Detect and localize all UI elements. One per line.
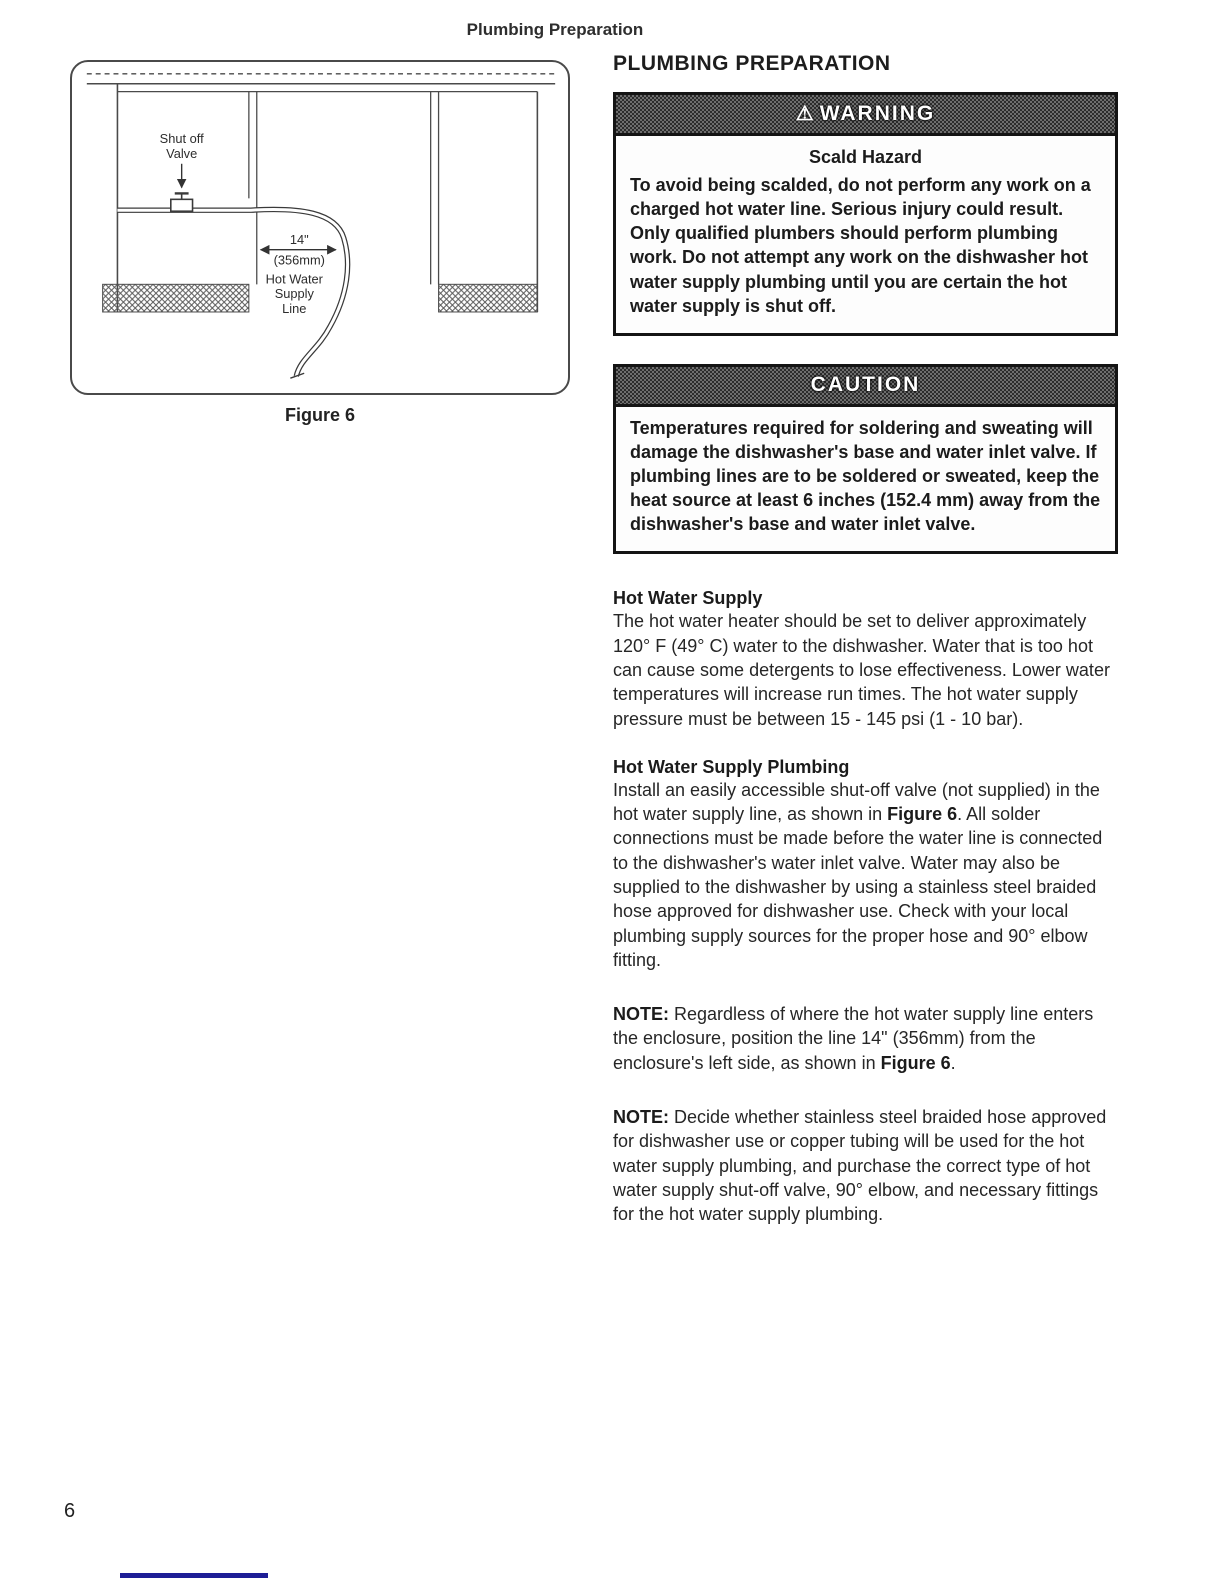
figure-label-dimension-inches: 14" xyxy=(289,231,309,247)
page-title: PLUMBING PREPARATION xyxy=(613,52,891,75)
main-content-column xyxy=(613,52,1118,1227)
shutoff-valve-symbol xyxy=(171,199,193,211)
page-header: Plumbing Preparation xyxy=(466,20,644,39)
plumbing-body-pre: Install an easily accessible shut-off valve (not supplied) in the hot water supply line, as shown in xyxy=(613,779,1100,825)
warning-triangle-icon: ⚠ xyxy=(795,103,814,125)
section-body-hot-water-supply-plumbing xyxy=(613,778,1118,972)
figure-label-supply-line1: Hot Water xyxy=(265,271,323,287)
note-1 xyxy=(613,1002,1118,1075)
figure-frame xyxy=(70,60,570,395)
figure-diagram xyxy=(72,62,568,393)
section-heading-hot-water-supply-plumbing: Hot Water Supply Plumbing xyxy=(613,756,850,777)
note-1-figure-6-reference: Figure 6 xyxy=(880,1052,951,1073)
warning-box xyxy=(613,92,1118,336)
section-hot-water-supply-plumbing xyxy=(613,757,1118,972)
section-hot-water-supply xyxy=(613,588,1118,730)
warning-header-label: WARNING xyxy=(819,102,936,125)
note-2 xyxy=(613,1105,1118,1226)
caution-box xyxy=(613,364,1118,555)
caution-text: Temperatures required for soldering and sweating will damage the dishwasher's base and water inlet valve. If plumbing lines are to be soldered or sweated, keep the heat source at least 6 inches (152.4 mm) away from the dishwasher's base and water inlet valve. xyxy=(630,417,1101,535)
note-1-label: NOTE: xyxy=(613,1004,669,1025)
caution-body xyxy=(616,407,1115,552)
right-floor-hatch xyxy=(439,284,538,312)
caution-header-bar xyxy=(616,367,1115,407)
page-number: 6 xyxy=(64,1500,76,1522)
figure-6-reference: Figure 6 xyxy=(887,804,958,825)
note-2-body: Decide whether stainless steel braided hose approved for dishwasher use or copper tubing will be used for the hot water supply plumbing, and purchase the correct type of hot water supply shut-off valve, 90° elbow, and necessary fittings for the hot water supply plumbing. xyxy=(613,1107,1107,1225)
note-2-label: NOTE: xyxy=(613,1107,669,1128)
section-body-hot-water-supply: The hot water heater should be set to deliver approximately 120° F (49° C) water to the dishwasher. Water that is too hot can cause some detergents to lose effectiveness. Lower water temperatures will increase run times. The hot water supply pressure must be between 15 - 145 psi (1 - 10 bar). xyxy=(613,611,1110,729)
caution-header-label: CAUTION xyxy=(810,372,921,396)
figure-label-shutoff-line1: Shut off xyxy=(159,131,204,147)
figure-label-supply-line2: Supply xyxy=(274,286,314,302)
note-1-body-pre: Regardless of where the hot water supply line enters the enclosure, position the line 14" (356mm) from the enclosure's left side, as shown in xyxy=(613,1004,1094,1073)
section-heading-hot-water-supply: Hot Water Supply xyxy=(613,588,763,609)
figure-label-supply-line3: Line xyxy=(282,300,307,316)
figure-label-shutoff-line2: Valve xyxy=(166,145,198,161)
left-floor-hatch xyxy=(103,284,249,312)
warning-text: To avoid being scalded, do not perform any work on a charged hot water line. Serious injury could result. Only qualified plumbers should perform plumbing work. Do not attempt any work on the dishwasher hot water supply plumbing until you are certain the hot water supply is shut off. xyxy=(630,175,1091,316)
warning-body xyxy=(616,136,1115,333)
warning-subtitle: Scald Hazard xyxy=(808,147,923,167)
bottom-margin-mark xyxy=(120,1573,268,1578)
note-1-body-post: . xyxy=(950,1052,956,1073)
figure-label-dimension-mm: (356mm) xyxy=(273,252,325,268)
plumbing-body-post: . All solder connections must be made before the water line is connected to the dishwasher's water inlet valve. Water may also be supplied to the dishwasher by using a stainless steel braided hose approved for dishwasher use. Check with your local plumbing supply sources for the proper hose and 90° elbow fitting. xyxy=(613,804,1103,970)
figure-caption: Figure 6 xyxy=(284,405,355,425)
warning-header-bar xyxy=(616,95,1115,136)
